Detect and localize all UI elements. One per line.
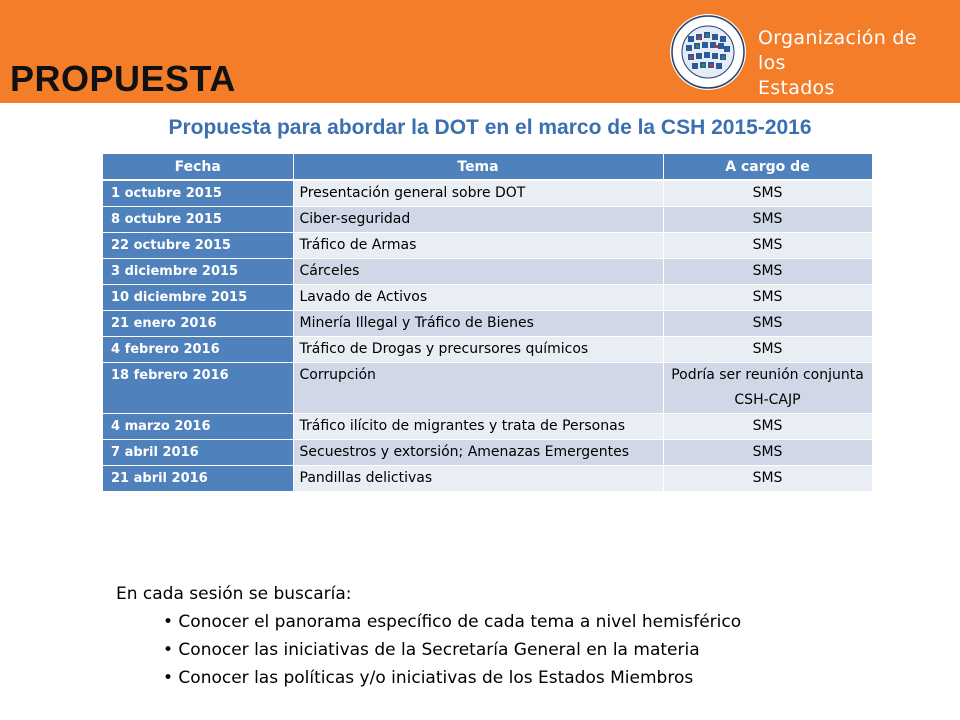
row-date: 8 octubre 2015 bbox=[103, 207, 293, 233]
row-topic: Lavado de Activos bbox=[293, 285, 663, 311]
table-row bbox=[103, 259, 872, 285]
table-row bbox=[103, 207, 872, 233]
row-topic: Tráfico ilícito de migrantes y trata de Personas bbox=[293, 414, 663, 440]
logo-line-1: Organización de los bbox=[758, 27, 917, 74]
row-topic: Tráfico de Drogas y precursores químicos bbox=[293, 337, 663, 363]
row-owner: SMS bbox=[663, 233, 872, 259]
row-topic: Ciber-seguridad bbox=[293, 207, 663, 233]
row-owner: SMS bbox=[663, 311, 872, 337]
row-owner: SMS bbox=[663, 414, 872, 440]
row-topic: Minería Illegal y Tráfico de Bienes bbox=[293, 311, 663, 337]
column-header-a-cargo-de: A cargo de bbox=[663, 154, 872, 180]
list-item: • Conocer el panorama específico de cada tema a nivel hemisférico bbox=[163, 612, 742, 632]
notes-list bbox=[116, 608, 741, 692]
session-notes bbox=[116, 580, 741, 692]
page-title: PROPUESTA bbox=[10, 58, 236, 99]
row-owner: SMS bbox=[663, 259, 872, 285]
oas-seal-icon bbox=[668, 12, 748, 92]
row-owner: SMS bbox=[663, 180, 872, 207]
row-date: 7 abril 2016 bbox=[103, 440, 293, 466]
row-owner: SMS bbox=[663, 440, 872, 466]
row-owner: SMS bbox=[663, 207, 872, 233]
row-date: 3 diciembre 2015 bbox=[103, 259, 293, 285]
column-header-tema: Tema bbox=[293, 154, 663, 180]
row-topic: Tráfico de Armas bbox=[293, 233, 663, 259]
table-row bbox=[103, 414, 872, 440]
table-row bbox=[103, 440, 872, 466]
row-owner: SMS bbox=[663, 466, 872, 492]
table-row bbox=[103, 363, 872, 414]
row-owner: SMS bbox=[663, 337, 872, 363]
row-date: 21 enero 2016 bbox=[103, 311, 293, 337]
table-row bbox=[103, 233, 872, 259]
list-item: • Conocer las iniciativas de la Secretaría General en la materia bbox=[163, 640, 700, 660]
row-date: 18 febrero 2016 bbox=[103, 363, 293, 414]
header-banner bbox=[0, 0, 960, 124]
row-owner: Podría ser reunión conjunta CSH-CAJP bbox=[663, 363, 872, 414]
table-row bbox=[103, 285, 872, 311]
table-header-row bbox=[103, 154, 872, 180]
row-topic: Presentación general sobre DOT bbox=[293, 180, 663, 207]
row-topic: Corrupción bbox=[293, 363, 663, 414]
notes-intro: En cada sesión se buscaría: bbox=[116, 584, 352, 604]
list-item: • Conocer las políticas y/o iniciativas de los Estados Miembros bbox=[163, 668, 694, 688]
table-row bbox=[103, 180, 872, 207]
row-date: 4 febrero 2016 bbox=[103, 337, 293, 363]
row-date: 4 marzo 2016 bbox=[103, 414, 293, 440]
table-row bbox=[103, 337, 872, 363]
logo-wordmark bbox=[758, 26, 944, 126]
agenda-table bbox=[103, 154, 873, 492]
logo-line-2: Estados Americanos bbox=[758, 77, 873, 124]
row-date: 1 octubre 2015 bbox=[103, 180, 293, 207]
row-topic: Cárceles bbox=[293, 259, 663, 285]
oas-logo bbox=[664, 10, 944, 124]
row-topic: Pandillas delictivas bbox=[293, 466, 663, 492]
slide-subtitle: Propuesta para abordar la DOT en el marco de la CSH 2015-2016 bbox=[168, 116, 812, 139]
row-topic: Secuestros y extorsión; Amenazas Emergentes bbox=[293, 440, 663, 466]
row-date: 21 abril 2016 bbox=[103, 466, 293, 492]
column-header-fecha: Fecha bbox=[103, 154, 293, 180]
table-row bbox=[103, 466, 872, 492]
row-owner: SMS bbox=[663, 285, 872, 311]
row-date: 10 diciembre 2015 bbox=[103, 285, 293, 311]
table-row bbox=[103, 311, 872, 337]
row-date: 22 octubre 2015 bbox=[103, 233, 293, 259]
